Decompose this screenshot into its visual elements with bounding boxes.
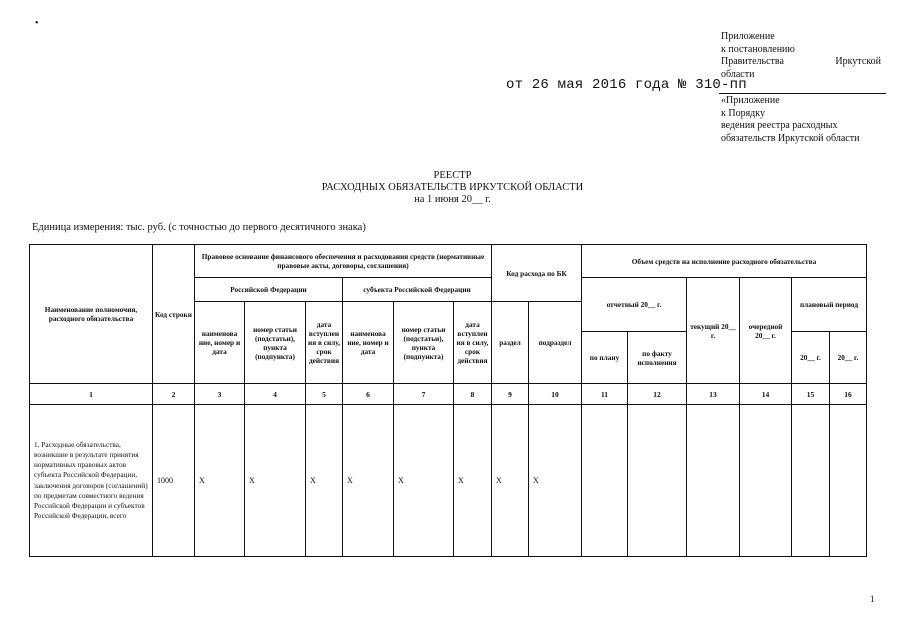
- column-number: 15: [792, 384, 830, 405]
- column-number: 12: [628, 384, 687, 405]
- row-mark: X: [492, 405, 529, 557]
- row-description: 1. Расходные обязательства, возникшие в результате принятия нормативных правовых актов субъекта Российской Федерации, заключения договоров (соглашений) по предметам совместного ведения Российской Федерации и субъектов Российской Федерации, всего: [30, 405, 153, 557]
- column-number: 4: [245, 384, 306, 405]
- header-by-fact: по факту исполнения: [628, 332, 687, 384]
- column-number: 5: [306, 384, 343, 405]
- header-subject-date: дата вступлен ия в силу, срок действия: [454, 302, 492, 384]
- appendix-word: Правительства: [721, 56, 784, 67]
- register-table: [29, 244, 867, 557]
- table-row: [30, 405, 867, 557]
- header-rf-article: номер статьи (подстатьи), пункта (подпункта): [245, 302, 306, 384]
- header-by-plan: по плану: [582, 332, 628, 384]
- header-section: раздел: [492, 302, 529, 384]
- appendix-line: области: [721, 68, 755, 80]
- row-mark: X: [394, 405, 454, 557]
- header-name: Наименование полномочия, расходного обязательства: [30, 245, 153, 384]
- appendix-line: [721, 56, 881, 69]
- appendix-word: Иркутской: [835, 56, 881, 67]
- header-legal-basis: Правовое основание финансового обеспечения и расходования средств (нормативные правовые акты, договоры, соглашения): [195, 245, 492, 278]
- page-number: 1: [870, 594, 875, 604]
- decree-stamp: от 26 мая 2016 года № 310-пп: [506, 77, 747, 93]
- row-mark: X: [454, 405, 492, 557]
- column-number: 10: [529, 384, 582, 405]
- column-number: 6: [343, 384, 394, 405]
- header-report-year: отчетный 20__ г.: [582, 278, 687, 332]
- column-number: 16: [830, 384, 867, 405]
- stamp-underline: [719, 93, 886, 94]
- column-number: 14: [740, 384, 792, 405]
- row-cell: [628, 405, 687, 557]
- row-mark: X: [306, 405, 343, 557]
- column-number: 7: [394, 384, 454, 405]
- header-volume: Объем средств на исполнение расходного обязательства: [582, 245, 867, 278]
- column-number: 3: [195, 384, 245, 405]
- unit-line: Единица измерения: тыс. руб. (с точностью до первого десятичного знака): [32, 222, 366, 233]
- column-number: 2: [153, 384, 195, 405]
- scan-mark: •: [35, 18, 39, 29]
- column-number: 8: [454, 384, 492, 405]
- document-title: РЕЕСТР: [433, 170, 472, 181]
- appendix-line: к постановлению: [721, 43, 795, 55]
- row-cell: [740, 405, 792, 557]
- header-plan-year-1: 20__ г.: [792, 332, 830, 384]
- row-mark: X: [343, 405, 394, 557]
- header-next-year: очередной 20__ г.: [740, 278, 792, 384]
- appendix2-line: «Приложение: [721, 95, 780, 106]
- row-cell: [830, 405, 867, 557]
- header-rf-doc: наименова ние, номер и дата: [195, 302, 245, 384]
- row-mark: X: [529, 405, 582, 557]
- row-code: 1000: [153, 405, 195, 557]
- header-subsection: подраздел: [529, 302, 582, 384]
- row-mark: X: [245, 405, 306, 557]
- row-mark: X: [195, 405, 245, 557]
- header-bk-code: Код расхода по БК: [492, 245, 582, 302]
- appendix-block: [721, 31, 881, 81]
- header-rf: Российской Федерации: [195, 278, 343, 302]
- column-number: 11: [582, 384, 628, 405]
- appendix2-line: обязательств Иркутской области: [721, 132, 860, 144]
- header-subject-doc: наименова ние, номер и дата: [343, 302, 394, 384]
- column-number: 13: [687, 384, 740, 405]
- row-cell: [687, 405, 740, 557]
- row-cell: [792, 405, 830, 557]
- column-number: 9: [492, 384, 529, 405]
- header-current-year: текущий 20__ г.: [687, 278, 740, 384]
- column-number-row: [30, 384, 867, 405]
- header-plan-year-2: 20__ г.: [830, 332, 867, 384]
- document-subtitle: РАСХОДНЫХ ОБЯЗАТЕЛЬСТВ ИРКУТСКОЙ ОБЛАСТИ: [321, 182, 584, 193]
- column-number: 1: [30, 384, 153, 405]
- document-date-line: на 1 июня 20__ г.: [414, 194, 491, 205]
- header-subject: субъекта Российской Федерации: [343, 278, 492, 302]
- appendix-line: Приложение: [721, 31, 775, 42]
- row-cell: [582, 405, 628, 557]
- header-plan-period: плановый период: [792, 278, 867, 332]
- appendix2-line: к Порядку: [721, 107, 765, 119]
- header-subject-article: номер статьи (подстатьи), пункта (подпункта): [394, 302, 454, 384]
- appendix2-line: ведения реестра расходных: [721, 120, 838, 131]
- header-rf-date: дата вступлен ия в силу, срок действия: [306, 302, 343, 384]
- appendix2-block: [721, 95, 891, 145]
- header-code: Код строки: [153, 245, 195, 384]
